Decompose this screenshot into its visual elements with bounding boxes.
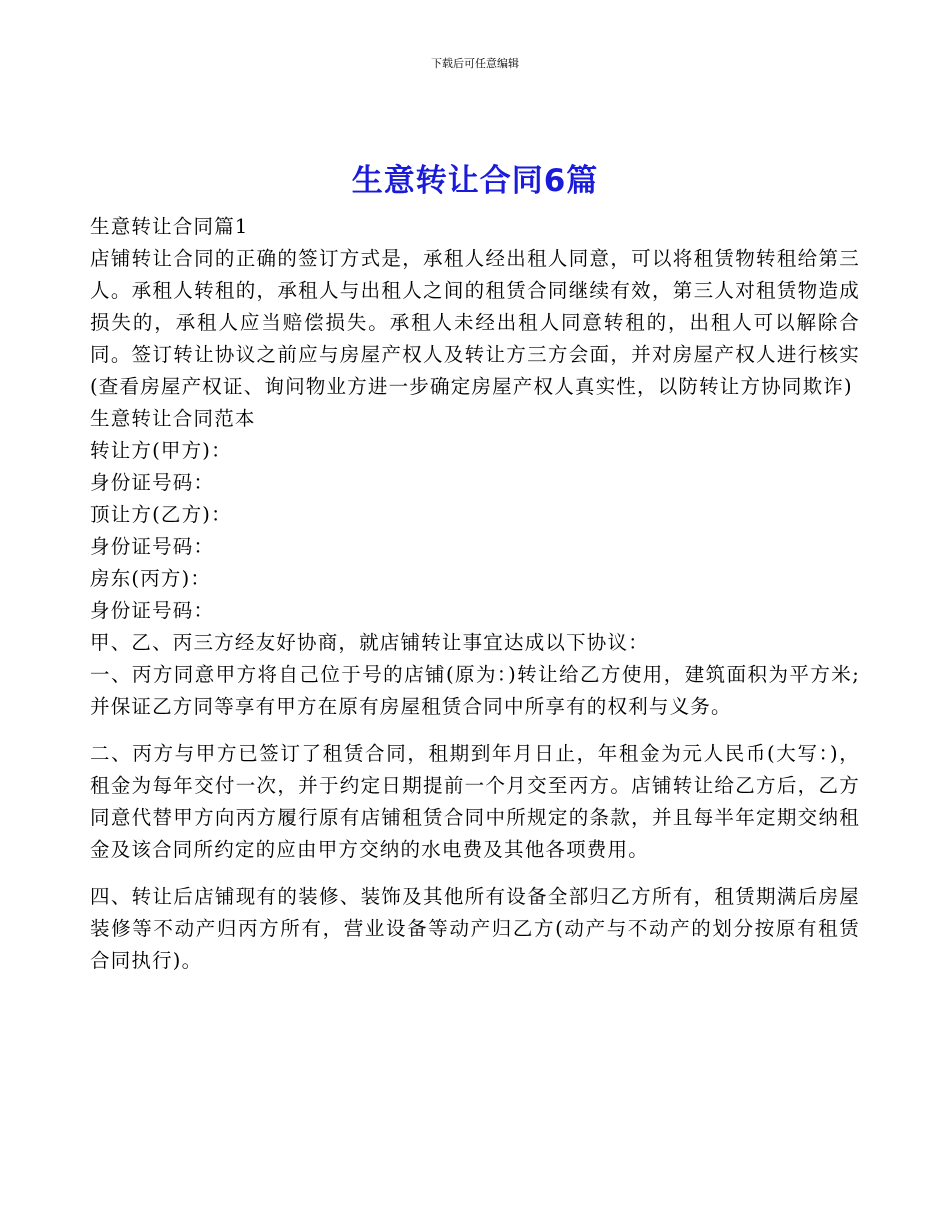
agreement-preamble: 甲、乙、丙三方经友好协商，就店铺转让事宜达成以下协议： [90, 631, 649, 654]
party-a-line: 转让方(甲方)： [90, 439, 232, 462]
party-a-id-line: 身份证号码： [90, 471, 215, 494]
section-heading: 生意转让合同篇1 [90, 215, 249, 238]
intro-paragraph: 店铺转让合同的正确的签订方式是，承租人经出租人同意，可以将租赁物转租给第三人。承租人转租的，承租人与出租人之间的租赁合同继续有效，第三人对租赁物造成损失的，承租人应当赔偿损失。承租人未经出租人同意转租的，出租人可以解除合同。签订转让协议之前应与房屋产权人及转让方三方会面，并对房屋产权人进行核实(查看房屋产权证、询问物业方进一步确定房屋产权人真实性，以防转让方协同欺诈) [90, 247, 860, 398]
party-c-line: 房东(丙方)： [90, 567, 212, 590]
clause-2: 二、丙方与甲方已签订了租赁合同，租期到年月日止，年租金为元人民币(大写：)，租金为每年交付一次，并于约定日期提前一个月交至丙方。店铺转让给乙方后，乙方同意代替甲方向丙方履行原有店铺租赁合同中所规定的条款，并且每半年定期交纳租金及该合同所约定的应由甲方交纳的水电费及其他各项费用。 [90, 742, 860, 861]
document-body [90, 211, 860, 977]
document-title: 生意转让合同6篇 [351, 162, 599, 199]
clause-1: 一、丙方同意甲方将自己位于号的店铺(原为：)转让给乙方使用，建筑面积为平方米;并保证乙方同等享有甲方在原有房屋租赁合同中所享有的权利与义务。 [90, 663, 860, 718]
template-heading: 生意转让合同范本 [90, 407, 256, 430]
clause-4: 四、转让后店铺现有的装修、装饰及其他所有设备全部归乙方所有，租赁期满后房屋装修等不动产归丙方所有，营业设备等动产归乙方(动产与不动产的划分按原有租赁合同执行)。 [90, 885, 860, 972]
page-header: 下载后可任意编辑 [431, 57, 519, 70]
party-b-id-line: 身份证号码： [90, 535, 215, 558]
party-c-id-line: 身份证号码： [90, 599, 215, 622]
party-b-line: 顶让方(乙方)： [90, 503, 232, 526]
